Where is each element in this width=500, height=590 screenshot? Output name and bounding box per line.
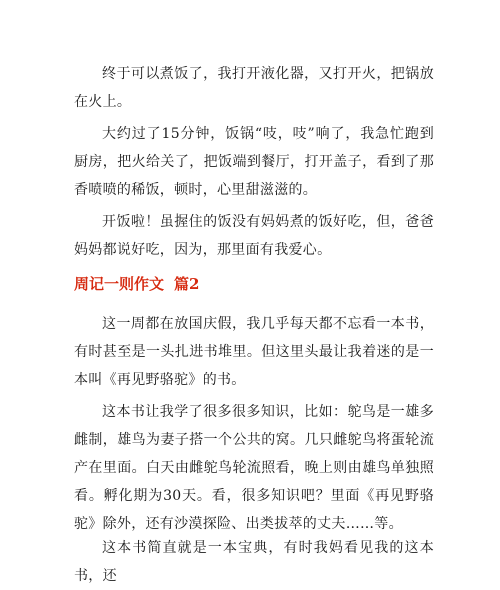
paragraph-meal-time: 开饭啦！虽握住的饭没有妈妈煮的饭好吃，但，爸爸妈妈都说好吃，因为，那里面有我爱心。 [74,214,434,258]
paragraph-treasure-book: 这本书简直就是一本宝典，有时我妈看见我的这本书，还 [74,540,434,584]
paragraph-ostrich-knowledge: 这本书让我学了很多很多知识，比如：鸵鸟是一雄多雌制，雄鸟为妻子搭一个公共的窝。几只雌鸵鸟将蛋轮流产在里面。白天由雌鸵鸟轮流照看，晚上则由雄鸟单独照看。孵化期为30天。看，很多知识吧？里面《再见野骆驼》除外，还有沙漠探险、出类拔萃的丈夫……等。 [74,404,434,532]
paragraph-reading-week: 这一周都在放国庆假，我几乎每天都不忘看一本书，有时甚至是一头扎进书堆里。但这里头最让我着迷的是一本叫《再见野骆驼》的书。 [74,316,434,388]
section-heading [74,272,199,296]
paragraph-cooking: 终于可以煮饭了，我打开液化器，又打开火，把锅放在火上。 [74,66,434,110]
paragraph-rice-ready: 大约过了15分钟，饭锅“吱，吱”响了，我急忙跑到厨房，把火给关了，把饭端到餐厅，打开盖子，看到了那香喷喷的稀饭，顿时，心里甜滋滋的。 [74,126,434,198]
section-heading-suffix: 篇2 [174,275,200,293]
section-heading-title: 周记一则作文 [74,275,165,293]
